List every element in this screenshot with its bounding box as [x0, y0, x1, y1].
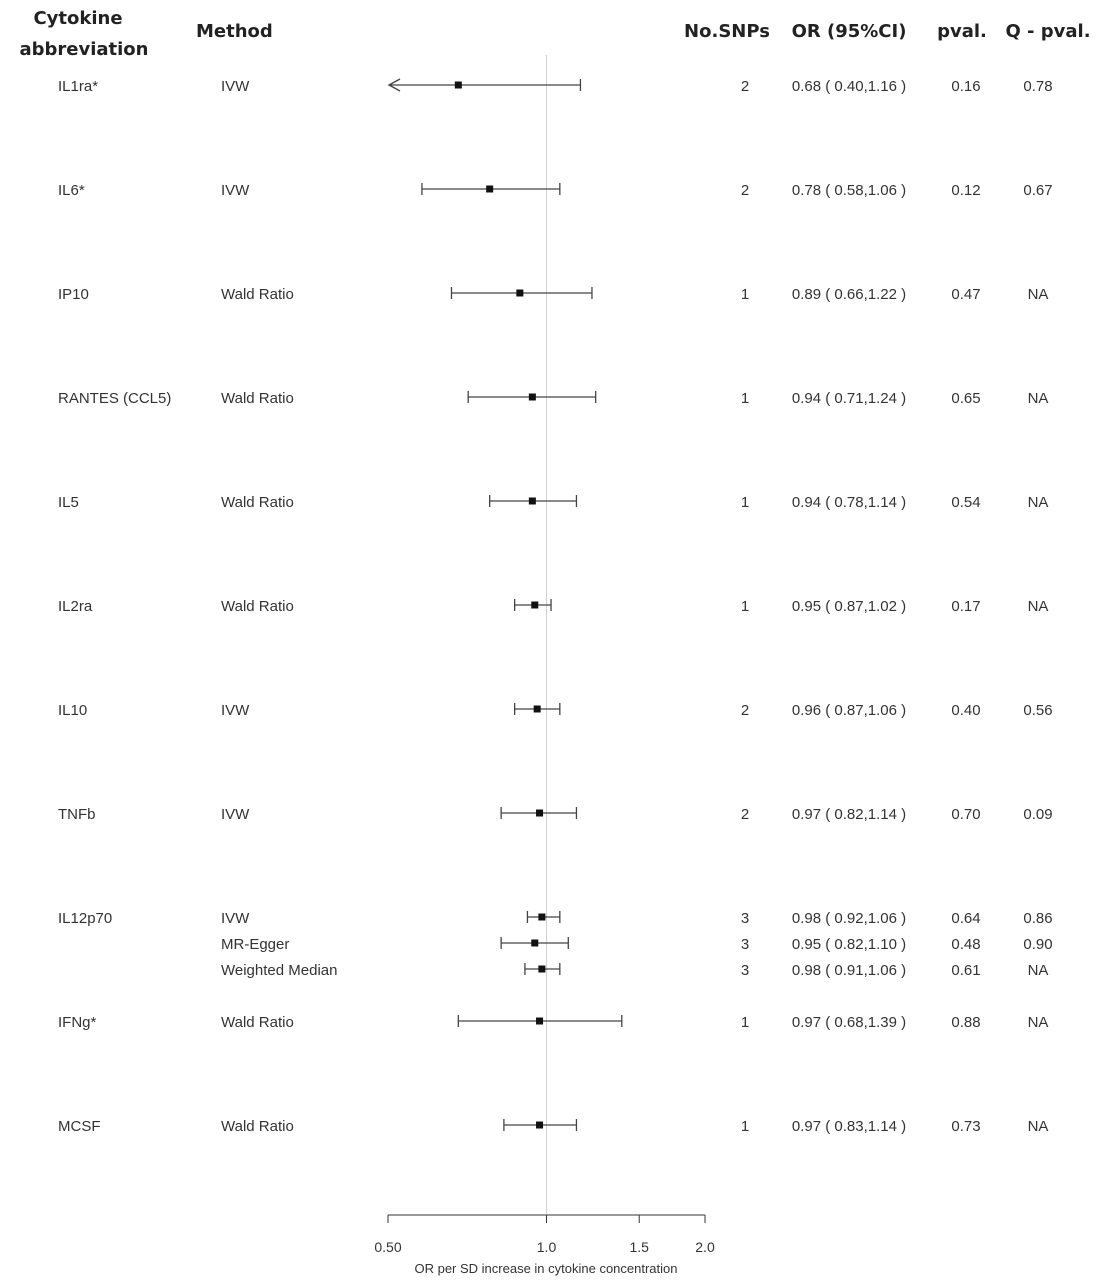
header-nsnps: No.SNPs	[684, 21, 770, 42]
nsnps-value: 1	[740, 494, 750, 511]
q-pval-value: NA	[1027, 286, 1049, 303]
q-pval-value: NA	[1027, 494, 1049, 511]
point-estimate	[536, 810, 543, 817]
q-pval-value: 0.78	[1023, 78, 1053, 95]
or-ci-value: 0.95 ( 0.82,1.10 )	[791, 936, 907, 953]
cytokine-label: IL5	[58, 494, 79, 511]
column-headers	[19, 8, 1090, 60]
point-estimate	[486, 186, 493, 193]
q-pval-value: 0.56	[1023, 702, 1053, 719]
q-pval-value: 0.90	[1023, 936, 1053, 953]
forest-row	[58, 494, 1048, 511]
q-pval-value: NA	[1027, 1118, 1049, 1135]
or-ci-value: 0.68 ( 0.40,1.16 )	[791, 78, 907, 95]
x-axis	[374, 1215, 715, 1276]
or-ci-value: 0.94 ( 0.71,1.24 )	[791, 390, 907, 407]
method-label: IVW	[221, 182, 250, 199]
or-ci-value: 0.97 ( 0.82,1.14 )	[791, 806, 907, 823]
or-ci-value: 0.97 ( 0.83,1.14 )	[791, 1118, 907, 1135]
method-label: MR-Egger	[221, 936, 290, 953]
method-label: Wald Ratio	[221, 494, 294, 511]
pval-value: 0.16	[951, 78, 981, 95]
forest-row	[58, 1118, 1048, 1135]
or-ci-value: 0.94 ( 0.78,1.14 )	[791, 494, 907, 511]
nsnps-value: 1	[740, 1118, 750, 1135]
cytokine-label: MCSF	[58, 1118, 101, 1135]
x-tick-label: 2.0	[695, 1239, 715, 1255]
pval-value: 0.17	[951, 598, 981, 615]
x-tick-label: 0.50	[374, 1239, 402, 1255]
cytokine-label: IFNg*	[58, 1014, 97, 1031]
nsnps-value: 3	[740, 910, 750, 927]
or-ci-value: 0.98 ( 0.92,1.06 )	[791, 910, 907, 927]
forest-row	[221, 962, 1048, 979]
cytokine-label: IL6*	[58, 182, 85, 199]
cytokine-label: IL10	[58, 702, 88, 719]
q-pval-value: 0.86	[1023, 910, 1053, 927]
x-tick-label: 1.5	[629, 1239, 649, 1255]
point-estimate	[536, 1018, 543, 1025]
nsnps-value: 3	[740, 936, 750, 953]
method-label: Wald Ratio	[221, 598, 294, 615]
point-estimate	[536, 1122, 543, 1129]
or-ci-value: 0.95 ( 0.87,1.02 )	[791, 598, 907, 615]
forest-row	[58, 286, 1048, 303]
nsnps-value: 2	[740, 702, 750, 719]
point-estimate	[538, 914, 545, 921]
point-estimate	[531, 940, 538, 947]
x-axis-ticks	[374, 1215, 715, 1255]
nsnps-value: 2	[740, 806, 750, 823]
method-label: IVW	[221, 78, 250, 95]
forest-row	[58, 182, 1053, 199]
pval-value: 0.48	[951, 936, 981, 953]
cytokine-label: IL12p70	[58, 910, 113, 927]
header-pval: pval.	[937, 21, 987, 42]
or-ci-value: 0.96 ( 0.87,1.06 )	[791, 702, 907, 719]
point-estimate	[534, 706, 541, 713]
nsnps-value: 1	[740, 390, 750, 407]
forest-row	[58, 910, 1053, 927]
forest-row	[221, 936, 1053, 953]
header-q-pval: Q - pval.	[1005, 21, 1091, 42]
pval-value: 0.54	[951, 494, 981, 511]
forest-rows	[58, 78, 1053, 1135]
point-estimate	[538, 966, 545, 973]
or-ci-value: 0.89 ( 0.66,1.22 )	[791, 286, 907, 303]
cytokine-label: IL2ra	[58, 598, 93, 615]
q-pval-value: NA	[1027, 598, 1049, 615]
forest-row	[58, 1014, 1048, 1031]
point-estimate	[516, 290, 523, 297]
method-label: Weighted Median	[221, 962, 338, 979]
pval-value: 0.40	[951, 702, 981, 719]
nsnps-value: 1	[740, 1014, 750, 1031]
pval-value: 0.88	[951, 1014, 981, 1031]
method-label: Wald Ratio	[221, 286, 294, 303]
q-pval-value: 0.09	[1023, 806, 1053, 823]
forest-row	[58, 806, 1053, 823]
header-method: Method	[196, 21, 273, 42]
nsnps-value: 3	[740, 962, 750, 979]
or-ci-value: 0.78 ( 0.58,1.06 )	[791, 182, 907, 199]
pval-value: 0.73	[951, 1118, 981, 1135]
forest-row	[58, 598, 1048, 615]
method-label: IVW	[221, 806, 250, 823]
nsnps-value: 1	[740, 598, 750, 615]
header-cytokine-line1: Cytokine	[33, 8, 123, 29]
nsnps-value: 2	[740, 182, 750, 199]
point-estimate	[529, 498, 536, 505]
cytokine-label: IL1ra*	[58, 78, 99, 95]
q-pval-value: NA	[1027, 962, 1049, 979]
pval-value: 0.65	[951, 390, 981, 407]
q-pval-value: 0.67	[1023, 182, 1053, 199]
pval-value: 0.61	[951, 962, 981, 979]
forest-row	[58, 390, 1048, 407]
cytokine-label: RANTES (CCL5)	[58, 390, 172, 407]
point-estimate	[455, 82, 462, 89]
x-tick-label: 1.0	[536, 1239, 557, 1255]
pval-value: 0.47	[951, 286, 981, 303]
forest-row	[58, 78, 1053, 95]
method-label: Wald Ratio	[221, 1118, 294, 1135]
cytokine-label: TNFb	[58, 806, 96, 823]
or-ci-value: 0.98 ( 0.91,1.06 )	[791, 962, 907, 979]
cytokine-label: IP10	[58, 286, 89, 303]
point-estimate	[531, 602, 538, 609]
pval-value: 0.70	[951, 806, 981, 823]
method-label: Wald Ratio	[221, 1014, 294, 1031]
header-or-ci: OR (95%CI)	[791, 21, 907, 42]
q-pval-value: NA	[1027, 390, 1049, 407]
method-label: Wald Ratio	[221, 390, 294, 407]
method-label: IVW	[221, 910, 250, 927]
forest-row	[58, 702, 1053, 719]
header-cytokine-line2: abbreviation	[19, 39, 149, 60]
method-label: IVW	[221, 702, 250, 719]
x-axis-label: OR per SD increase in cytokine concentration	[414, 1261, 678, 1276]
q-pval-value: NA	[1027, 1014, 1049, 1031]
nsnps-value: 1	[740, 286, 750, 303]
nsnps-value: 2	[740, 78, 750, 95]
pval-value: 0.12	[951, 182, 981, 199]
pval-value: 0.64	[951, 910, 981, 927]
point-estimate	[529, 394, 536, 401]
or-ci-value: 0.97 ( 0.68,1.39 )	[791, 1014, 907, 1031]
